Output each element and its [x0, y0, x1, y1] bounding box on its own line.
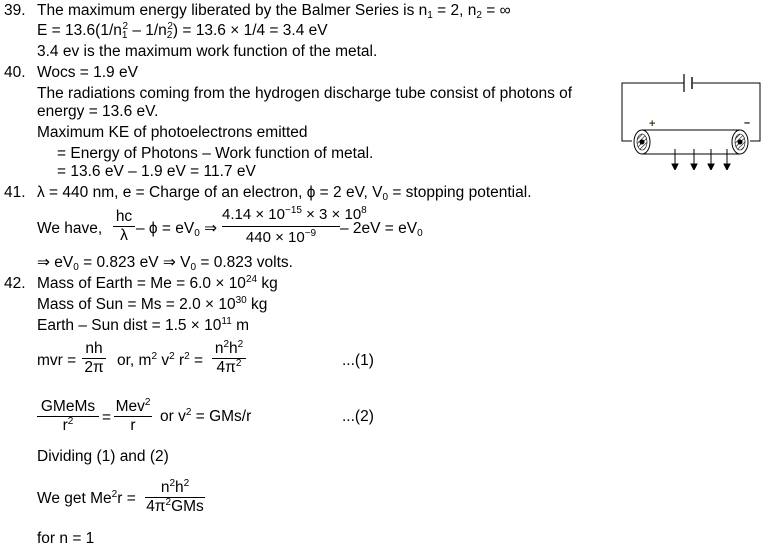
problem-text: Mass of Sun = $Ms = 2.0 \times 10^{30}$ kg [37, 295, 268, 313]
problem-text: The maximum energy liberated by the Balmer Series is $n_1 = 2$, $n_2$ = ∞ [37, 2, 511, 21]
fraction-n2h2-over-4pi2: $n^2h^2$ $4\pi^2$ [212, 340, 246, 377]
equation-part: or $v^2 = GMs/r$ [160, 407, 252, 425]
equation-line: = 13.6 eV – 1.9 eV = 11.7 eV [57, 163, 256, 180]
equation-part: – $\phi = eV_0$ ⇒ [136, 220, 218, 239]
fraction-numeric: $4.14 \times 10^{-15} \times 3 \times 10^8$ $440 \times 10^{-9}$ [222, 205, 367, 246]
circuit-icon [600, 70, 764, 170]
fraction-final: $n^2h^2$ $4\pi^2GMs$ [146, 478, 204, 515]
plus-label: + [649, 118, 656, 130]
equation-part: – $2eV = eV_0$ [340, 220, 423, 239]
problem-text: Mass of Earth = $Me = 6.0 \times 10^{24}$ kg [37, 274, 278, 292]
problem-number: 40. [4, 64, 26, 81]
problem-text: λ = 440 nm, e = Charge of an electron, ϕ = 2 eV, $V_0$ = stopping potential. [37, 184, 532, 203]
equation-part: or, $m^2$ $v^2$ $r^2$ = [117, 351, 204, 369]
problem-text: The radiations coming from the hydrogen discharge tube consist of photons of [37, 85, 573, 102]
minus-label: – [744, 117, 751, 129]
equation-line: ⇒ $eV_0 = 0.823$ eV ⇒ $V_0 = 0.823$ volts. [37, 254, 293, 273]
fraction-hc-over-lambda: hc λ [113, 208, 135, 245]
problem-text: Wocs = 1.9 eV [37, 64, 138, 81]
equation-line: = Energy of Photons – Work function of metal. [57, 145, 374, 162]
equation-line: $E = 13.6(1/n_1^2 - 1/n_2^2) = 13.6 \times 1/4 = 3.4$ eV [37, 21, 328, 41]
fraction-gmems-over-r2: GMeMs $r^2$ [37, 398, 99, 435]
problem-text: Maximum KE of photoelectrons emitted [37, 124, 308, 141]
problem-text: for n = 1 [37, 530, 95, 547]
equation-label: ...(2) [342, 408, 374, 425]
problem-number: 41. [4, 184, 26, 201]
fraction-mev2-over-r: Mev$^2$ r [115, 397, 151, 434]
problem-text: 3.4 ev is the maximum work function of the metal. [37, 43, 378, 60]
fraction-nh-over-2pi: nh 2π [82, 340, 106, 377]
problem-number: 39. [4, 2, 26, 19]
discharge-tube-circuit-diagram [600, 70, 764, 170]
we-have-label: We have, [37, 220, 103, 237]
equals-sign: = [102, 409, 112, 426]
equation-lhs: mvr = [37, 352, 77, 369]
problem-number: 42. [4, 275, 26, 292]
problem-text: energy = 13.6 eV. [37, 103, 159, 120]
equation-lhs: We get $Me^2r$ = [37, 489, 136, 507]
problem-text: Earth – Sun dist = $1.5 \times 10^{11}$ m [37, 316, 250, 334]
equation-label: ...(1) [342, 352, 374, 369]
problem-text: Dividing (1) and (2) [37, 448, 169, 465]
